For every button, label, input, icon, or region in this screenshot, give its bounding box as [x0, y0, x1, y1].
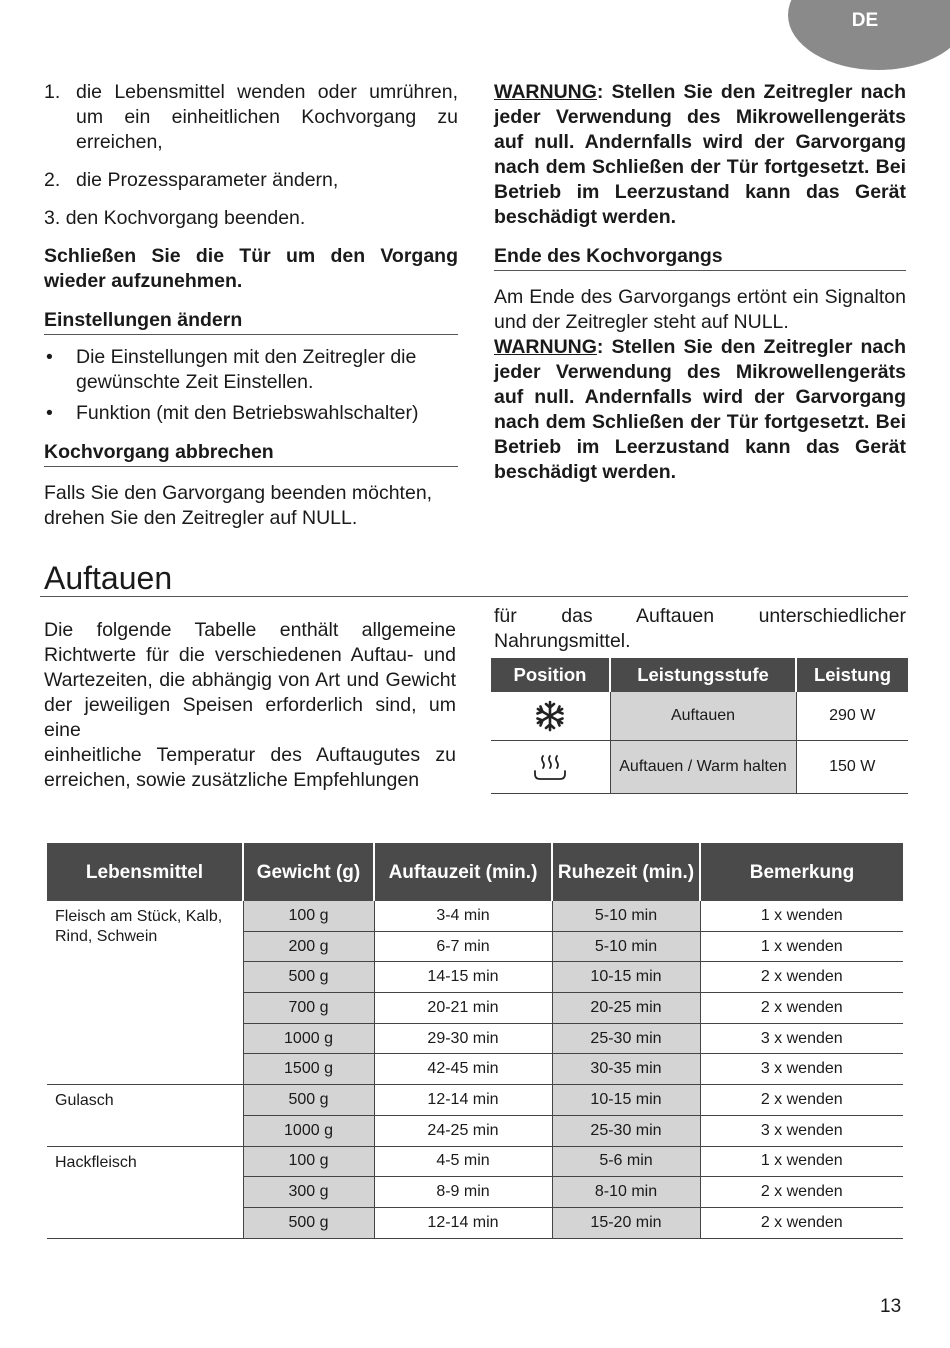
table-row: Auftauen 290 W: [491, 692, 908, 741]
table-row: Fleisch am Stück, Kalb, Rind, Schwein 100 g 3-4 min 5-10 min 1 x wenden: [47, 901, 903, 931]
food-cell: Hackfleisch: [47, 1146, 243, 1238]
page-number: 13: [880, 1296, 902, 1317]
food-cell: Gulasch: [47, 1085, 243, 1146]
section-title: Auftauen: [44, 560, 173, 596]
settings-item: • Funktion (mit den Betriebswahlschalter): [46, 402, 419, 424]
end-heading: Ende des Kochvorgangs: [494, 244, 906, 271]
settings-heading: Einstellungen ändern: [44, 308, 458, 335]
table-row: 1000 g 24-25 min 25-30 min 3 x wenden: [47, 1115, 903, 1146]
column-header: Leistungsstufe: [610, 658, 796, 692]
resume-note: Schließen Sie die Tür um den Vorgang wieder aufzunehmen.: [44, 245, 458, 292]
table-row: 1500 g 42-45 min 30-35 min 3 x wenden: [47, 1054, 903, 1085]
abort-heading: Kochvorgang abbrechen: [44, 440, 458, 467]
defrost-table: [47, 843, 903, 1239]
steam-icon: [491, 741, 610, 794]
table-row: 200 g 6-7 min 5-10 min 1 x wenden: [47, 931, 903, 962]
intro-right-text: für das Auftauen unterschiedlicher Nahrungsmittel.: [494, 605, 906, 652]
settings-item: • Die Einstellungen mit den Zeitregler die gewünschte Zeit Einstellen.: [46, 346, 417, 393]
column-header: Gewicht (g): [243, 843, 374, 901]
table-row: Auftauen / Warm halten 150 W: [491, 741, 908, 794]
power-level-table: [491, 658, 908, 794]
column-header: Auftauzeit (min.): [374, 843, 552, 901]
step-item: 1. die Lebensmittel wenden oder umrühren, um ein einheitlichen Kochvorgang zu erreichen,: [44, 81, 458, 153]
table-row: 1000 g 29-30 min 25-30 min 3 x wenden: [47, 1023, 903, 1054]
column-header: Lebensmittel: [47, 843, 243, 901]
warning-label: WARNUNG: [494, 81, 597, 103]
table-row: 500 g 12-14 min 15-20 min 2 x wenden: [47, 1207, 903, 1238]
food-cell: Fleisch am Stück, Kalb, Rind, Schwein: [47, 901, 243, 1085]
abort-text: Falls Sie den Garvorgang beenden möchten, drehen Sie den Zeitregler auf NULL.: [44, 482, 433, 529]
step-item: 3. den Kochvorgang beenden.: [44, 207, 306, 229]
table-row: Hackfleisch 100 g 4-5 min 5-6 min 1 x wenden: [47, 1146, 903, 1177]
column-header: Leistung: [796, 658, 908, 692]
step-item: 2. die Prozessparameter ändern,: [44, 169, 339, 191]
right-column: [494, 80, 906, 485]
settings-list: [44, 345, 458, 426]
warning-block: WARNUNG: Stellen Sie den Zeitregler nach jeder Verwendung des Mikrowellengeräts auf null. Andernfalls wird der Garvorgang nach dem Schließen der Tür fortgesetzt. Bei Betrieb im Leerzustand kann das Gerät beschädigt werden.: [494, 81, 906, 228]
intro-left-text: Die folgende Tabelle enthält allgemeine Richtwerte für die verschiedenen Auftau- und Wartezeiten, die abhängig von Art und Gewicht der jeweiligen Speisen erforderlich sind, um eine einheitliche Temperatur des Auftaugutes zu erreichen, sowie zusätzliche Empfehlungen: [44, 619, 456, 791]
table-row: 500 g 14-15 min 10-15 min 2 x wenden: [47, 962, 903, 993]
table-row: 700 g 20-21 min 20-25 min 2 x wenden: [47, 993, 903, 1024]
warning-label: WARNUNG: [494, 336, 597, 358]
column-header: Bemerkung: [700, 843, 903, 901]
end-text: Am Ende des Garvorgangs ertönt ein Signalton und der Zeitregler steht auf NULL.: [494, 286, 906, 333]
warning-block-2: WARNUNG: Stellen Sie den Zeitregler nach jeder Verwendung des Mikrowellengeräts auf null. Andernfalls wird der Garvorgang nach dem Schließen der Tür fortgesetzt. Bei Betrieb im Leerzustand kann das Gerät beschädigt werden.: [494, 336, 906, 483]
table-row: Gulasch 500 g 12-14 min 10-15 min 2 x wenden: [47, 1085, 903, 1116]
section-divider: [40, 596, 908, 597]
column-header: Ruhezeit (min.): [552, 843, 700, 901]
column-header: Position: [491, 658, 610, 692]
snowflake-icon: [491, 692, 610, 741]
table-row: 300 g 8-9 min 8-10 min 2 x wenden: [47, 1177, 903, 1208]
steps-list: [44, 80, 458, 231]
left-column: [44, 80, 458, 531]
language-label: DE: [851, 10, 879, 31]
